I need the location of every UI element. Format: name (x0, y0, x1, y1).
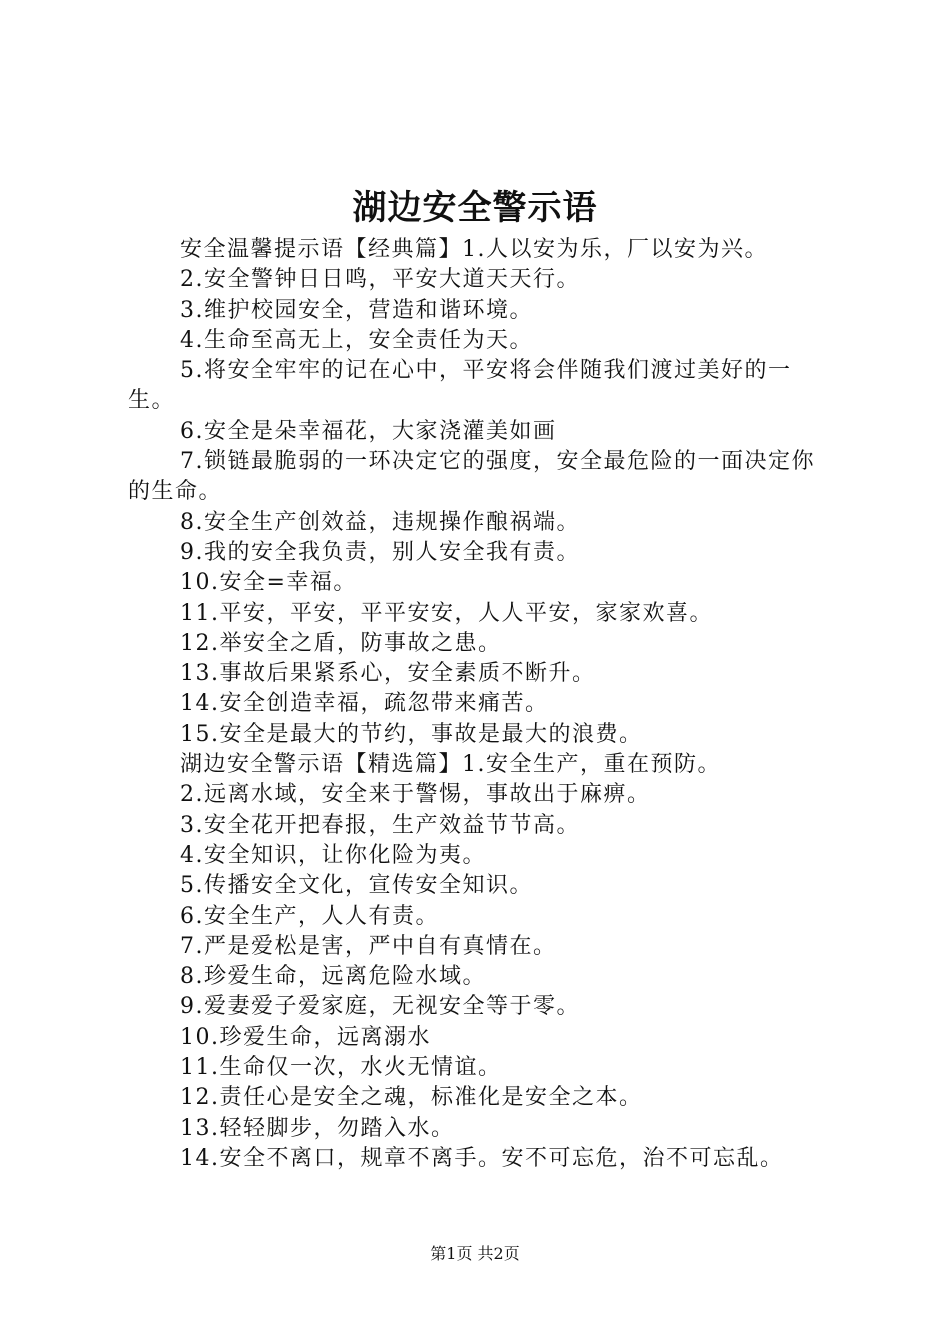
paragraph: 5.传播安全文化，宣传安全知识。 (180, 873, 533, 899)
paragraph: 15.安全是最大的节约，事故是最大的浪费。 (180, 721, 643, 747)
paragraph: 7.锁链最脆弱的一环决定它的强度，安全最危险的一面决定你的生命。 (128, 449, 815, 505)
paragraph: 3.安全花开把春报，生产效益节节高。 (180, 812, 580, 838)
paragraph: 4.安全知识，让你化险为夷。 (180, 842, 486, 868)
paragraph: 10.安全=幸福。 (180, 570, 357, 596)
paragraph: 9.我的安全我负责，别人安全我有责。 (180, 539, 580, 565)
page-number-footer: 第1页 共2页 (430, 1244, 520, 1263)
paragraph: 4.生命至高无上，安全责任为天。 (180, 327, 533, 353)
paragraph: 7.严是爱松是害，严中自有真情在。 (180, 933, 557, 959)
paragraph: 8.珍爱生命，远离危险水域。 (180, 964, 486, 990)
paragraph: 11.生命仅一次，水火无情谊。 (180, 1055, 502, 1081)
paragraph: 8.安全生产创效益，违规操作酿祸端。 (180, 509, 580, 535)
paragraph: 10.珍爱生命，远离溺水 (180, 1024, 431, 1050)
paragraph: 13.事故后果紧系心，安全素质不断升。 (180, 661, 596, 687)
paragraph: 6.安全是朵幸福花，大家浇灌美如画 (180, 418, 557, 444)
paragraph: 11.平安，平安，平平安安，人人平安，家家欢喜。 (180, 600, 713, 626)
paragraph: 9.爱妻爱子爱家庭，无视安全等于零。 (180, 994, 580, 1020)
paragraph: 5.将安全牢牢的记在心中，平安将会伴随我们渡过美好的一生。 (128, 358, 792, 414)
paragraph: 2.安全警钟日日鸣，平安大道天天行。 (180, 267, 580, 293)
paragraph: 12.举安全之盾，防事故之患。 (180, 630, 502, 656)
paragraph: 14.安全不离口，规章不离手。安不可忘危，治不可忘乱。 (180, 1145, 784, 1171)
paragraph: 12.责任心是安全之魂，标准化是安全之本。 (180, 1085, 643, 1111)
document-title: 湖边安全警示语 (352, 188, 598, 228)
paragraph: 13.轻轻脚步，勿踏入水。 (180, 1115, 455, 1141)
paragraph: 6.安全生产，人人有责。 (180, 903, 439, 929)
paragraph: 14.安全创造幸福，疏忽带来痛苦。 (180, 691, 549, 717)
document-body (128, 235, 833, 1174)
paragraph: 2.远离水域，安全来于警惕，事故出于麻痹。 (180, 782, 651, 808)
paragraph: 安全温馨提示语【经典篇】1.人以安为乐，厂以安为兴。 (180, 237, 768, 262)
paragraph: 3.维护校园安全，营造和谐环境。 (180, 297, 533, 323)
paragraph: 湖边安全警示语【精选篇】1.安全生产，重在预防。 (180, 752, 721, 778)
